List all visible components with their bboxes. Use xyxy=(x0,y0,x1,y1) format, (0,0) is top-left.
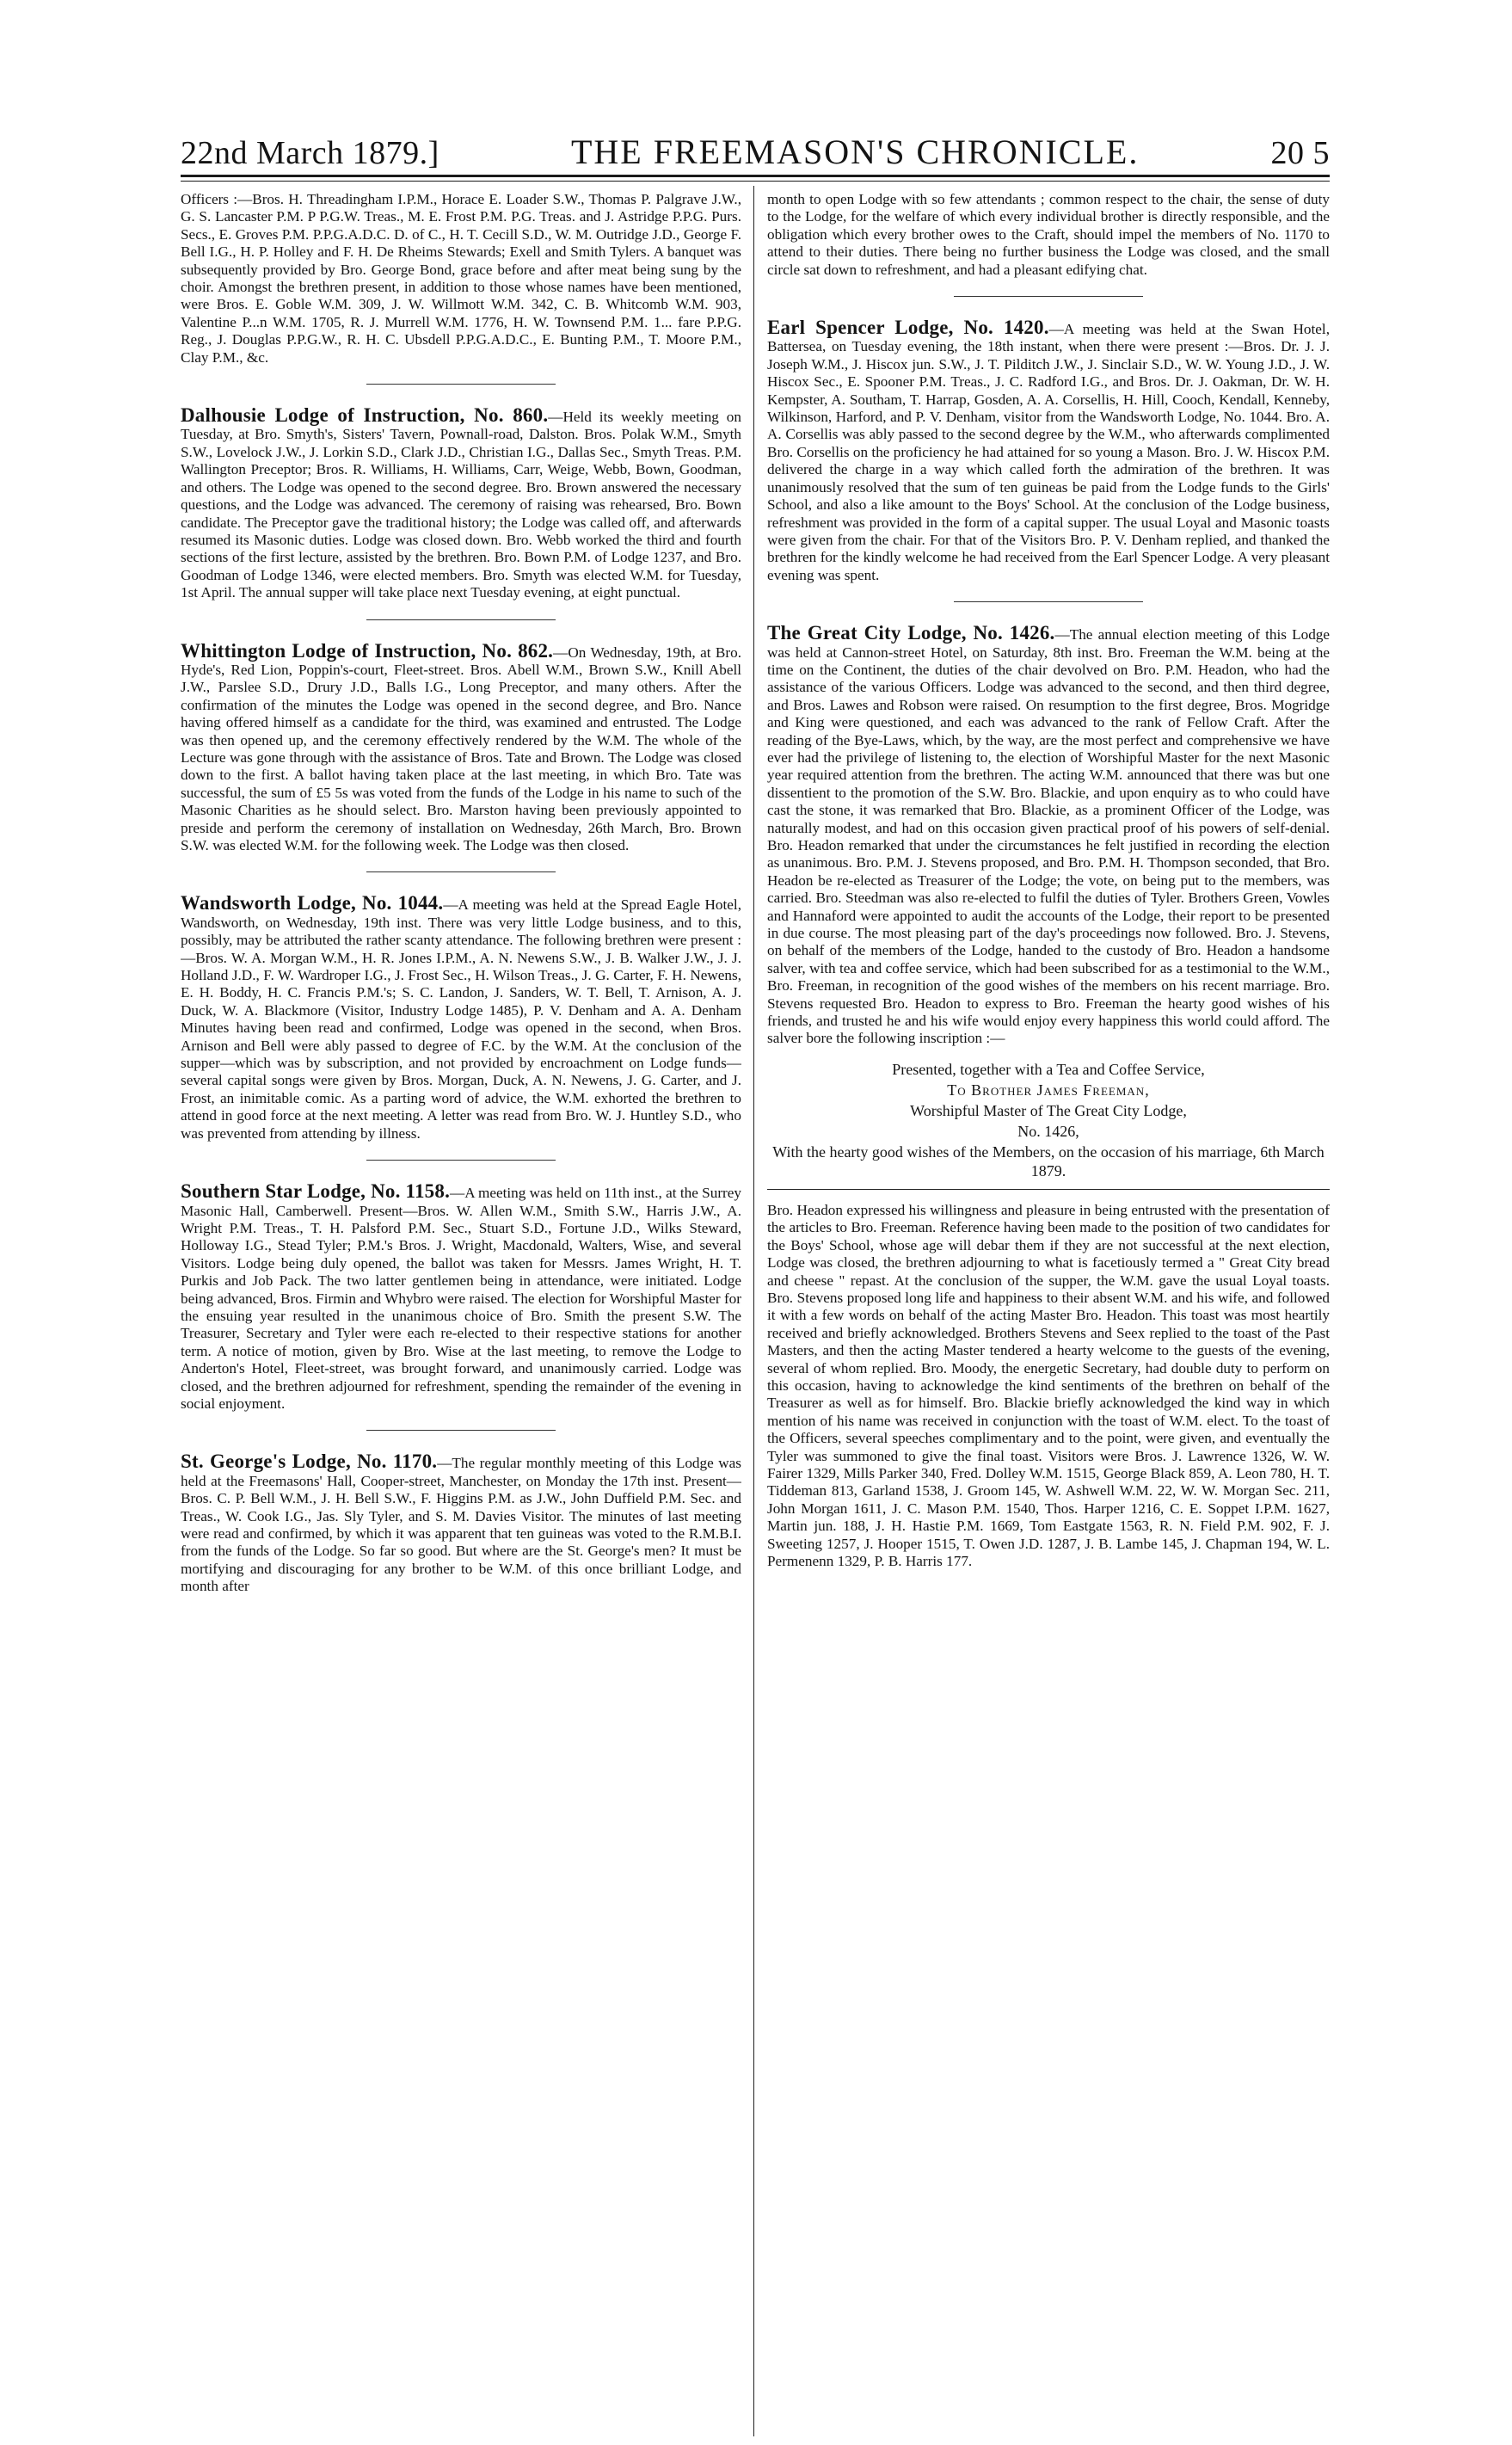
article-body: —On Wednesday, 19th, at Bro. Hyde's, Red Lion, Poppin's-court, Fleet-street. Bros. Abell W.M., Brown S.W., Knill Abell J.W., Parslee S.D., Drury J.D., Balls I.G., Long Preceptor, and many others. After the confirmation of the minutes the Lodge was opened in the second degree, and Bro. Nance having offered himself as a candidate for the third, was examined and entrusted. The Lodge was then opened up, and the ceremony effectively rendered by the W.M. The whole of the Lecture was gone through with the assistance of Bros. Tate and Brown. The Lodge was closed down to the first. A ballot having taken place at the last meeting, in which Bro. Tate was successful, the sum of £5 5s was voted from the funds of the Lodge in his name to such of the Masonic Charities as he should select. Bro. Marston having been previously appointed to preside and perform the ceremony of installation on Wednesday, 26th March, Bro. Brown S.W. was elected W.M. for the following week. The Lodge was then closed. xyxy=(181,644,741,853)
page-number: 20 5 xyxy=(1270,135,1330,171)
continuation-article xyxy=(181,191,741,366)
masthead xyxy=(181,119,1330,172)
article-separator xyxy=(954,601,1143,602)
article-heading: The Great City Lodge, No. 1426. xyxy=(767,622,1055,644)
article-heading: Whittington Lodge of Instruction, No. 862. xyxy=(181,639,554,662)
article-separator xyxy=(366,619,556,620)
article-wandsworth xyxy=(181,892,741,1142)
inscription-line: To Brother James Freeman, xyxy=(947,1081,1150,1099)
column-divider xyxy=(753,186,754,2436)
article-body: —A meeting was held at the Spread Eagle Hotel, Wandsworth, on Wednesday, 19th inst. There was very little Lodge business, and to this, possibly, may be attributed the rather scanty attendance. The following brethren were present :—Bros. W. A. Morgan W.M., H. R. Jones I.P.M., A. N. Newens S.W., J. B. Walker J.W., J. J. Holland J.D., F. W. Wardroper I.G., J. Frost Sec., H. Wilson Treas., J. G. Carter, F. H. Newens, E. H. Boddy, H. C. Francis P.M.'s; S. C. Landon, J. Sanders, W. T. Bell, T. Arnison, A. J. Duck, W. A. Blackmore (Visitor, Industry Lodge 1485), P. V. Denham and A. A. Denham Minutes having been read and confirmed, Lodge was opened in the second, when Bros. Arnison and Bell were ably passed to degree of F.C. by the W.M. At the conclusion of the supper—which was by subscription, and not provided by encroachment on Lodge funds—several capital songs were given by Bros. Morgan, Duck, A. N. Newens, J. G. Carter, and J. Frost, an inimitable comic. As a parting word of advice, the W.M. exhorted the brethren to attend in good force at the next meeting. A letter was read from Bro. W. J. Huntley S.D., who was prevented from attending by illness. xyxy=(181,896,741,1142)
inscription-line: Presented, together with a Tea and Coffee Service, xyxy=(892,1060,1205,1078)
article-separator xyxy=(366,1430,556,1431)
inscription-line: Worshipful Master of The Great City Lodge, xyxy=(910,1101,1187,1119)
inscription-rule xyxy=(767,1189,1330,1190)
article-body: —Held its weekly meeting on Tuesday, at Bro. Smyth's, Sisters' Tavern, Pownall-road, Dalston. Bros. Polak W.M., Smyth S.W., Lovelock J.W., J. Lorkin S.D., Clark J.D., Christian I.G., Dallas Sec., Smyth Treas. P.M. Wallington Preceptor; Bros. R. Williams, H. Williams, Carr, Weige, Webb, Bown, Goodman, and others. The Lodge was opened to the second degree. Bro. Brown answered the necessary questions, and the Lodge was advanced. The ceremony of raising was rehearsed, Bro. Bown candidate. The Preceptor gave the traditional history; the Lodge was called off, and afterwards resumed its Masonic duties. Lodge was closed down. Bro. Webb worked the third and fourth sections of the first lecture, assisted by the brethren. Bro. Bown P.M. of Lodge 1237, and Bro. Goodman of Lodge 1346, were elected members. Bro. Smyth was elected W.M. for Tuesday, 1st April. The annual supper will take place next Tuesday evening, at eight punctual. xyxy=(181,409,741,601)
article-heading: Southern Star Lodge, No. 1158. xyxy=(181,1180,451,1203)
article-body: Officers :—Bros. H. Threadingham I.P.M., Horace E. Loader S.W., Thomas P. Palgrave J.W., G. S. Lancaster P.M. P P.G.W. Treas., M. E. Frost P.M. P.G. Treas. and J. Astridge P.P.G. Purs. Secs., E. Groves P.M. P.P.G.A.D.C. D. of C., H. T. Cecill S.D., W. M. Outridge J.D., George F. Bell I.G., H. P. Holley and F. H. De Rheims Stewards; Exell and Smith Tylers. A banquet was subsequently provided by Bro. George Bond, grace before and after meat being sung by the choir. Amongst the brethren present, in addition to those whose names have been mentioned, were Bros. E. Goble W.M. 309, J. W. Willmott W.M. 342, C. B. Whitcomb W.M. 903, Valentine P...n W.M. 1705, R. J. Murrell W.M. 1776, H. W. Townsend P.M. 1... fare P.P.G. Reg., J. Douglas P.P.G.W., R. H. C. Ubsdell P.P.G.A.D.C., E. Bunting P.M., T. Moore P.M., Clay P.M., &c. xyxy=(181,191,741,366)
publication-title: THE FREEMASON'S CHRONICLE. xyxy=(570,132,1140,171)
article-dalhousie xyxy=(181,404,741,601)
article-heading: Earl Spencer Lodge, No. 1420. xyxy=(767,317,1049,339)
inscription-line: With the hearty good wishes of the Members, on the occasion of his marriage, 6th March 1879. xyxy=(772,1142,1325,1179)
header-rule xyxy=(181,175,1330,177)
article-heading: St. George's Lodge, No. 1170. xyxy=(181,1450,438,1473)
article-body: month to open Lodge with so few attendants ; common respect to the chair, the sense of duty to the Lodge, for the welfare of which every individual brother is directly responsible, and the obligation which every brother owes to the Craft, should impel the members of No. 1170 to attend to their duties. There being no further business the Lodge was closed, and the small circle sat down to refreshment, and had a pleasant edifying chat. xyxy=(767,191,1330,278)
article-separator xyxy=(954,296,1143,297)
article-st-george xyxy=(181,1450,741,1595)
article-body: —The regular monthly meeting of this Lodge was held at the Freemasons' Hall, Cooper-street, Manchester, on Monday the 17th inst. Present—Bros. C. P. Bell W.M., J. H. Bell S.W., F. Higgins P.M. as J.W., John Duffield P.M. Sec. and Treas., W. Cook I.G., Jas. Sly Tyler, and S. M. Davies Visitor. The minutes of last meeting were read and confirmed, by which it was apparent that ten guineas was voted to the R.M.B.I. from the funds of the Lodge. So far so good. But where are the St. George's men? It must be mortifying and discouraging for any brother to be W.M. of this once brilliant Lodge, and month after xyxy=(181,1455,741,1595)
article-separator xyxy=(366,1160,556,1161)
article-body: —A meeting was held at the Swan Hotel, Battersea, on Tuesday evening, the 18th instant, when there were present :—Bros. Dr. J. J. Joseph W.M., J. Hiscox jun. S.W., J. T. Pilditch J.W., J. Sinclair S.D., W. W. Young J.D., J. W. Hiscox Sec., E. Spooner P.M. Treas., J. C. Radford I.G., and Bros. Dr. J. Oakman, Dr. W. H. Kempster, A. Southam, T. Harrap, Gosden, A. A. Corsellis, H. Hill, Cooch, Kendall, Kenneby, Wilkinson, Harford, and P. V. Denham, visitor from the Wandsworth Lodge, No. 1044. Bro. A. A. Corsellis was ably passed to the second degree by the W.M., who afterwards complimented Bro. Corsellis on the proficiency he had attained for so young a Mason. Bro. J. W. Hiscox P.M. delivered the charge in a way which called forth the admiration of the brethren. It was unanimously resolved that the sum of ten guineas be paid from the Lodge funds to the Girls' School, and also a like amount to the Boys' School. At the conclusion of the Lodge business, refreshment was provided in the form of a capital supper. The usual Loyal and Masonic toasts were given from the chair. For that of the Visitors Bro. P. V. Denham replied, and thanked the brethren for the kindly welcome he had received from the Earl Spencer Lodge. A very pleasant evening was spent. xyxy=(767,321,1330,583)
article-body: Bro. Headon expressed his willingness and pleasure in being entrusted with the presentation of the articles to Bro. Freeman. Reference having been made to the position of two candidates for the Boys' School, whose age will debar them if they are not successful at the next election, Lodge was closed, the brethren adjourning to what is facetiously termed a " Great City bread and cheese " repast. At the conclusion of the supper, the W.M. gave the usual Loyal toasts. Bro. Stevens proposed long life and happiness to their absent W.M. and his wife, and followed it with a few words on behalf of the acting Master Bro. Headon. This toast was most heartily received and briefly acknowledged. Brothers Stevens and Seex replied to the toast of the Past Masters, and then the acting Master tendered a hearty welcome to the guests of the evening, several of whom replied. Bro. Moody, the energetic Secretary, had double duty to perform on this occasion, having to acknowledge the kind sentiments of the brethren on behalf of the Treasurer as well as for himself. Bro. Blackie briefly acknowledged the kind way in which mention of his name was received in conjunction with the toast of W.M. elect. To the toast of the Officers, several speeches complimentary and to the point, were given, and eventually the Tyler was summoned to give the final toast. Visitors were Bros. J. Lawrence 1326, W. W. Fairer 1329, Mills Parker 340, Fred. Dolley W.M. 1515, George Black 859, A. Leon 780, H. T. Tiddeman 813, Garland 1538, J. Groom 145, W. Ashwell W.M. 22, W. W. Morgan Sec. 211, John Morgan 1611, J. C. Mason P.M. 1540, Thos. Harper 1216, C. E. Soppet I.P.M. 1627, Martin jun. 188, J. H. Hastie P.M. 1669, Tom Eastgate 1563, R. N. Field P.M. 902, F. J. Sweeting 1257, J. Hooper 1515, T. Owen J.D. 1287, J. B. Lambe 145, J. Chapman 194, W. L. Permenenn 1329, P. B. Harris 177. xyxy=(767,1201,1330,1569)
article-body: —A meeting was held on 11th inst., at the Surrey Masonic Hall, Camberwell. Present—Bros. W. Allen W.M., Smith S.W., Harris J.W., A. Wright P.M. Treas., T. H. Palsford P.M. Sec., Stuart S.D., Fortune J.D., Wilks Steward, Holloway I.G., Stead Tyler; P.M.'s Bros. J. Wright, Macdonald, Walters, Wise, and several Visitors. Lodge being duly opened, the ballot was taken for Messrs. James Wright, H. T. Purkis and Job Pack. The two latter gentlemen being in attendance, were initiated. Lodge being advanced, Bros. Firmin and Whybro were raised. The election for Worshipful Master for the ensuing year resulted in the unanimous choice of Bro. Smith the present S.W. The Treasurer, Secretary and Tyler were each re-elected to their respective stations for another term. A notice of motion, given by Bro. Wise at the last meeting, to remove the Lodge to Anderton's Hotel, Fleet-street, was brought forward, and unanimously carried. Lodge was closed, and the brethren adjourned for refreshment, spending the remainder of the evening in social enjoyment. xyxy=(181,1185,741,1412)
header-rule-thin xyxy=(181,181,1330,182)
article-separator xyxy=(366,871,556,872)
article-southern-star xyxy=(181,1180,741,1413)
salver-inscription xyxy=(767,1060,1330,1180)
article-heading: Dalhousie Lodge of Instruction, No. 860. xyxy=(181,404,549,427)
right-column xyxy=(767,191,1330,2436)
article-whittington xyxy=(181,639,741,855)
inscription-line: No. 1426, xyxy=(1017,1122,1079,1140)
article-heading: Wandsworth Lodge, No. 1044. xyxy=(181,892,444,915)
issue-date: 22nd March 1879.] xyxy=(181,135,439,171)
continuation-article xyxy=(767,191,1330,279)
article-earl-spencer xyxy=(767,319,1330,584)
left-column xyxy=(181,191,741,2436)
article-great-city xyxy=(767,622,1330,1570)
article-separator xyxy=(366,384,556,385)
article-body: —The annual election meeting of this Lodge was held at Cannon-street Hotel, on Saturday, 8th inst. Bro. Freeman the W.M. being at the time on the Continent, the duties of the chair devolved on Bro. P.M. Headon, who had the assistance of the various Officers. Lodge was advanced to the second, and then third degree, and Bros. Lawes and Robson were raised. On resumption to the first degree, Bros. Mogridge and King were questioned, and each was advanced to the rank of Fellow Craft. After the reading of the Bye-Laws, which, by the way, are the most perfect and comprehensive we have ever had the privilege of listening to, the election of Worshipful Master for the next Masonic year required attention from the brethren. The acting W.M. announced that there was but one dissentient to the promotion of the S.W. Bro. Blackie, and upon enquiry as to who could have cast the stone, it was remarked that Bro. Blackie, as a prominent Officer of the Lodge, was naturally modest, and had on this occasion given practical proof of his powers of self-denial. Bro. Headon remarked that under the circumstances he felt justified in recording the election as unanimous. Bro. P.M. J. Stevens proposed, and Bro. P.M. H. Thompson seconded, that Bro. Headon be re-elected as Treasurer of the Lodge; the vote, on being put to the members, was carried. Bro. Steedman was also re-elected to fulfil the duties of Tyler. Brothers Green, Vowles and Hannaford were appointed to audit the accounts of the Lodge, their report to be presented in due course. The most pleasing part of the day's proceedings now followed. Bro. J. Stevens, on behalf of the members of the Lodge, handed to the custody of Bro. Headon a handsome salver, with tea and coffee service, which had been subscribed for as a testimonial to the W.M., Bro. Freeman, in recognition of the good wishes of the members on his recent marriage. Bro. Stevens requested Bro. Headon to express to Bro. Freeman the hearty good wishes of his friends, and trusted he and his wife would enjoy every happiness this world could afford. The salver bore the following inscription :— xyxy=(767,626,1330,1047)
